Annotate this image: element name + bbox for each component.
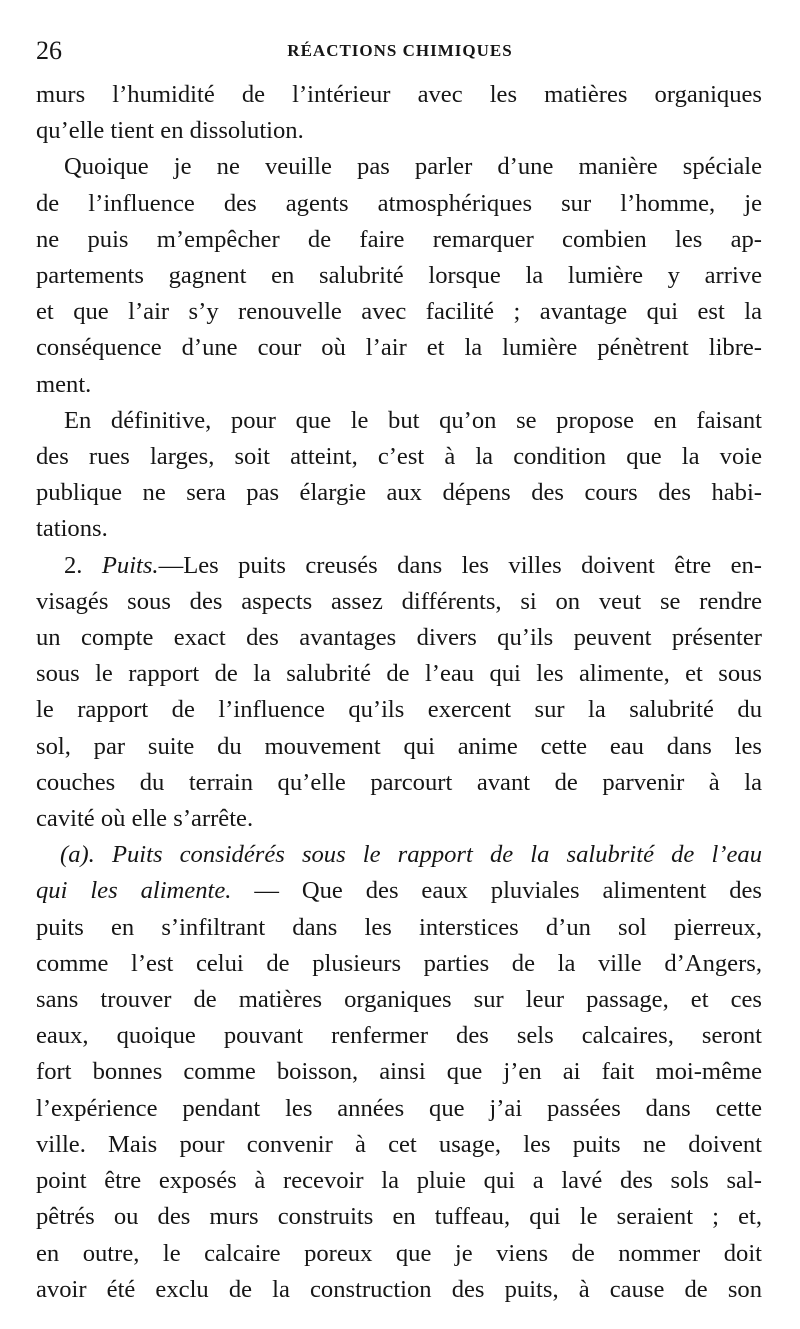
text-line: point être exposés à recevoir la pluie qui a lavé des sols sal-: [36, 1167, 762, 1195]
text-line: en outre, le calcaire poreux que je viens de nommer doit: [36, 1239, 762, 1267]
section-paragraph-puits: [36, 548, 762, 838]
text-line: ville. Mais pour convenir à cet usage, les puits ne doivent: [36, 1130, 762, 1158]
text-line: l’expérience pendant les années que j’ai passées dans cette: [36, 1094, 762, 1122]
text-line: et que l’air s’y renouvelle avec facilité ; avantage qui est la: [36, 298, 762, 326]
text-line: tations.: [36, 515, 108, 543]
page-number: 26: [36, 36, 62, 65]
text-line: En définitive, pour que le but qu’on se propose en faisant: [64, 406, 762, 434]
text-line: des rues larges, soit atteint, c’est à la condition que la voie: [36, 443, 762, 471]
text-line: sous le rapport de la salubrité de l’eau qui les alimente, et sous: [36, 660, 762, 688]
text-line: sans trouver de matières organiques sur leur passage, et ces: [36, 986, 762, 1014]
text-line: fort bonnes comme boisson, ainsi que j’en ai fait moi-même: [36, 1058, 762, 1086]
section-first-line: [36, 548, 762, 584]
page-header: [30, 36, 770, 66]
text-line: eaux, quoique pouvant renfermer des sels calcaires, seront: [36, 1022, 762, 1050]
subsection-text: — Que des eaux pluviales alimentent des: [231, 877, 762, 905]
text-line: ment.: [36, 370, 92, 398]
text-line: pêtrés ou des murs construits en tuffeau, qui le seraient ; et,: [36, 1203, 762, 1231]
subsection-heading: Puits considérés sous le rapport de la salubrité de l’eau: [111, 841, 762, 869]
text-line: visagés sous des aspects assez différents, si on veut se rendre: [36, 587, 762, 615]
subsection-heading-end: qui les alimente.: [36, 877, 232, 905]
text-line: publique ne sera pas élargie aux dépens des cours des habi-: [36, 479, 762, 507]
text-line: qu’elle tient en dissolution.: [36, 117, 304, 145]
subsection-label: (a).: [60, 841, 95, 869]
text-line: avoir été exclu de la construction des puits, à cause de son: [36, 1275, 762, 1303]
text-line: conséquence d’une cour où l’air et la lumière pénètrent libre-: [36, 334, 762, 362]
text-line: le rapport de l’influence qu’ils exercent sur la salubrité du: [36, 696, 762, 724]
section-heading: Puits.: [101, 551, 159, 579]
section-text: —Les puits creusés dans les villes doivent être en-: [158, 551, 762, 579]
text-line: partements gagnent en salubrité lorsque la lumière y arrive: [36, 262, 762, 290]
running-title: RÉACTIONS CHIMIQUES: [287, 41, 513, 60]
text-line: comme l’est celui de plusieurs parties de la ville d’Angers,: [36, 949, 762, 977]
text-line: ne puis m’empêcher de faire remarquer combien les ap-: [36, 225, 762, 253]
text-line: Quoique je ne veuille pas parler d’une manière spéciale: [64, 153, 762, 181]
subsection-paragraph-a: [36, 837, 762, 1308]
subsection-first-line: [36, 837, 762, 873]
page-body: [36, 77, 762, 1308]
text-line: murs l’humidité de l’intérieur avec les matières organiques: [36, 81, 762, 108]
paragraph: [36, 149, 762, 402]
text-line: cavité où elle s’arrête.: [36, 805, 254, 833]
text-line: couches du terrain qu’elle parcourt avant de parvenir à la: [36, 768, 762, 796]
text-line: un compte exact des avantages divers qu’ils peuvent présenter: [36, 624, 762, 652]
paragraph: [36, 403, 762, 548]
text-line: de l’influence des agents atmosphériques sur l’homme, je: [36, 189, 762, 217]
text-line: puits en s’infiltrant dans les interstices d’un sol pierreux,: [36, 913, 762, 941]
section-number: 2.: [64, 551, 83, 579]
text-line: sol, par suite du mouvement qui anime cette eau dans les: [36, 732, 762, 760]
subsection-second-line: [36, 873, 762, 909]
paragraph: [36, 77, 762, 149]
